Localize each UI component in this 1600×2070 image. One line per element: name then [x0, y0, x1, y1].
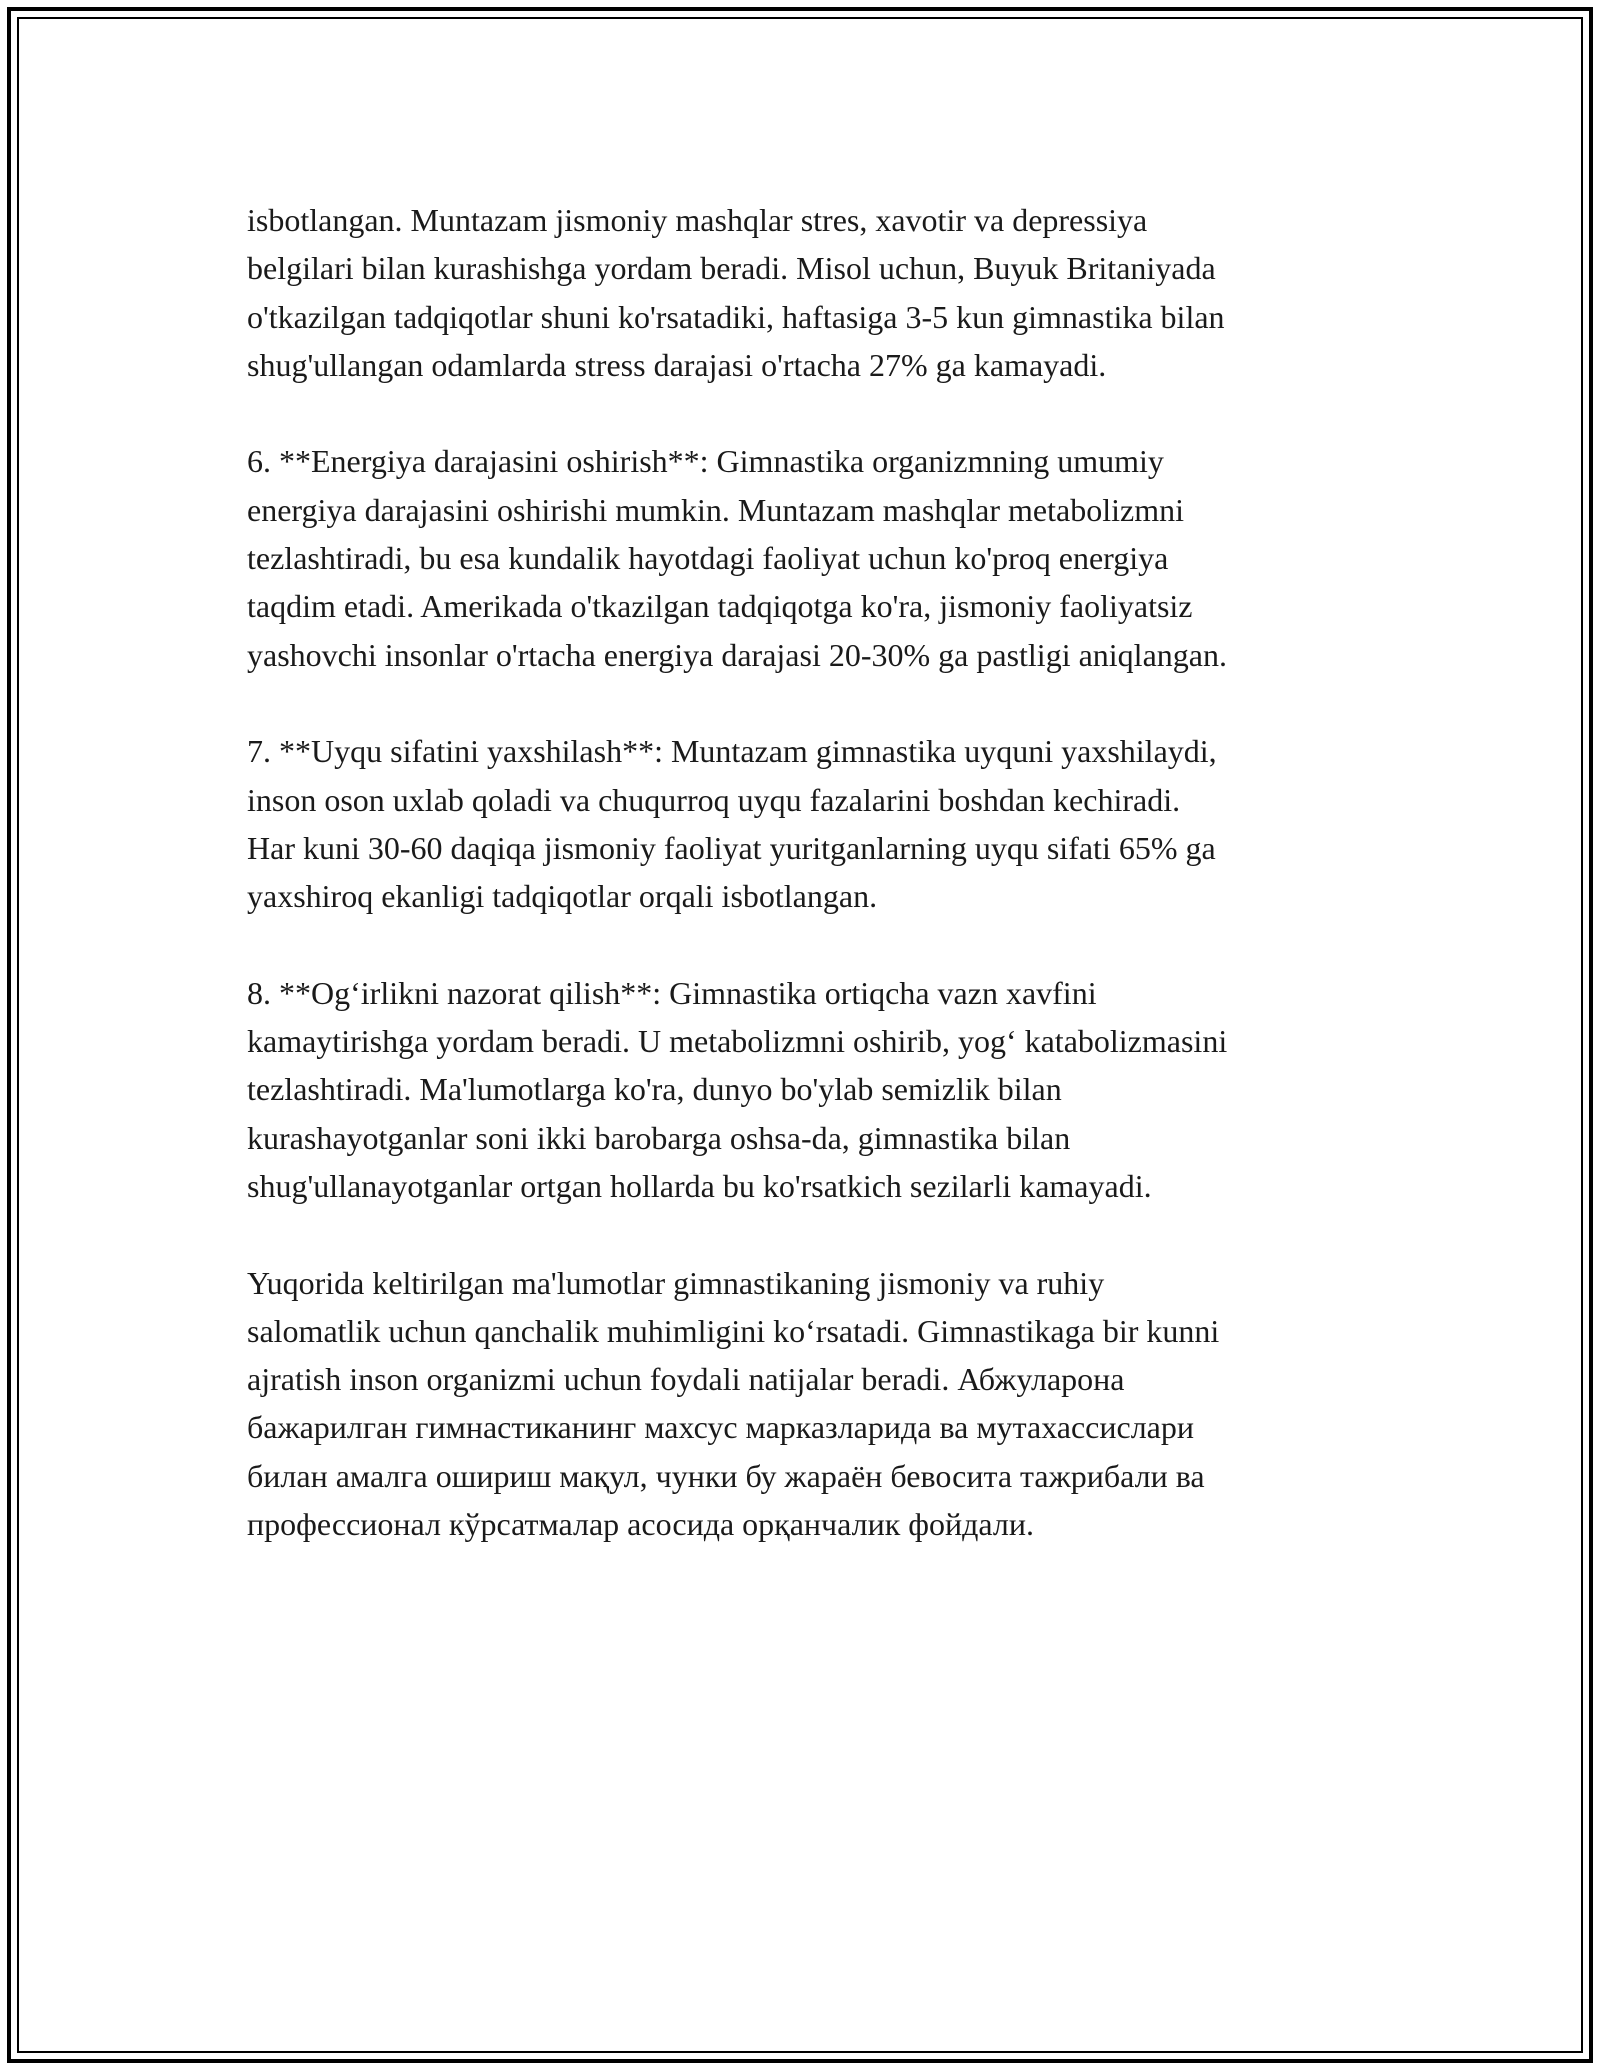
paragraph-conclusion: Yuqorida keltirilgan ma'lumotlar gimnastikaning jismoniy va ruhiy salomatlik uchun qanchalik muhimligini ko‘rsatadi. Gimnastikaga bir kunni ajratish inson organizmi uchun foydali natijalar beradi. Абжуларона бажарилган гимнастиканинг махсус марказларида ва мутахассислари билан амалга ошириш мақул, чунки бу жараён бевосита тажрибали ва профессионал кўрсатмалар асосида орқанчалик фойдали. [247, 1264, 1220, 1543]
page-outer-border [7, 7, 1593, 2063]
paragraph-weight: 8. **Og‘irlikni nazorat qilish**: Gimnastika ortiqcha vazn xavfini kamaytirishga yordam beradi. U metabolizmni oshirib, yog‘ katabolizmasini tezlashtiradi. Ma'lumotlarga ko'ra, dunyo bo'ylab semizlik bilan kurashayotganlar soni ikki barobarga oshsa-da, gimnastika bilan shug'ullanayotganlar ortgan hollarda bu ko'rsatkich sezilarli kamayadi. [247, 974, 1228, 1204]
paragraph-energy: 6. **Energiya darajasini oshirish**: Gimnastika organizmning umumiy energiya darajasini oshirishi mumkin. Muntazam mashqlar metabolizmni tezlashtiradi, bu esa kundalik hayotdagi faoliyat uchun ko'proq energiya taqdim etadi. Amerikada o'tkazilgan tadqiqotga ko'ra, jismoniy faoliyatsiz yashovchi insonlar o'rtacha energiya darajasi 20-30% ga pastligi aniqlangan. [247, 443, 1227, 673]
paragraph-stress: isbotlangan. Muntazam jismoniy mashqlar stres, xavotir va depressiya belgilari bilan kurashishga yordam beradi. Misol uchun, Buyuk Britaniyada o'tkazilgan tadqiqotlar shuni ko'rsatadiki, haftasiga 3-5 kun gimnastika bilan shug'ullangan odamlarda stress darajasi o'rtacha 27% ga kamayadi. [247, 202, 1225, 383]
paragraph-sleep: 7. **Uyqu sifatini yaxshilash**: Muntazam gimnastika uyquni yaxshilaydi, inson oson uxlab qoladi va chuqurroq uyqu fazalarini boshdan kechiradi. Har kuni 30-60 daqiqa jismoniy faoliyat yuritganlarning uyqu sifati 65% ga yaxshiroq ekanligi tadqiqotlar orqali isbotlangan. [247, 733, 1217, 915]
document-body [247, 196, 1407, 1597]
